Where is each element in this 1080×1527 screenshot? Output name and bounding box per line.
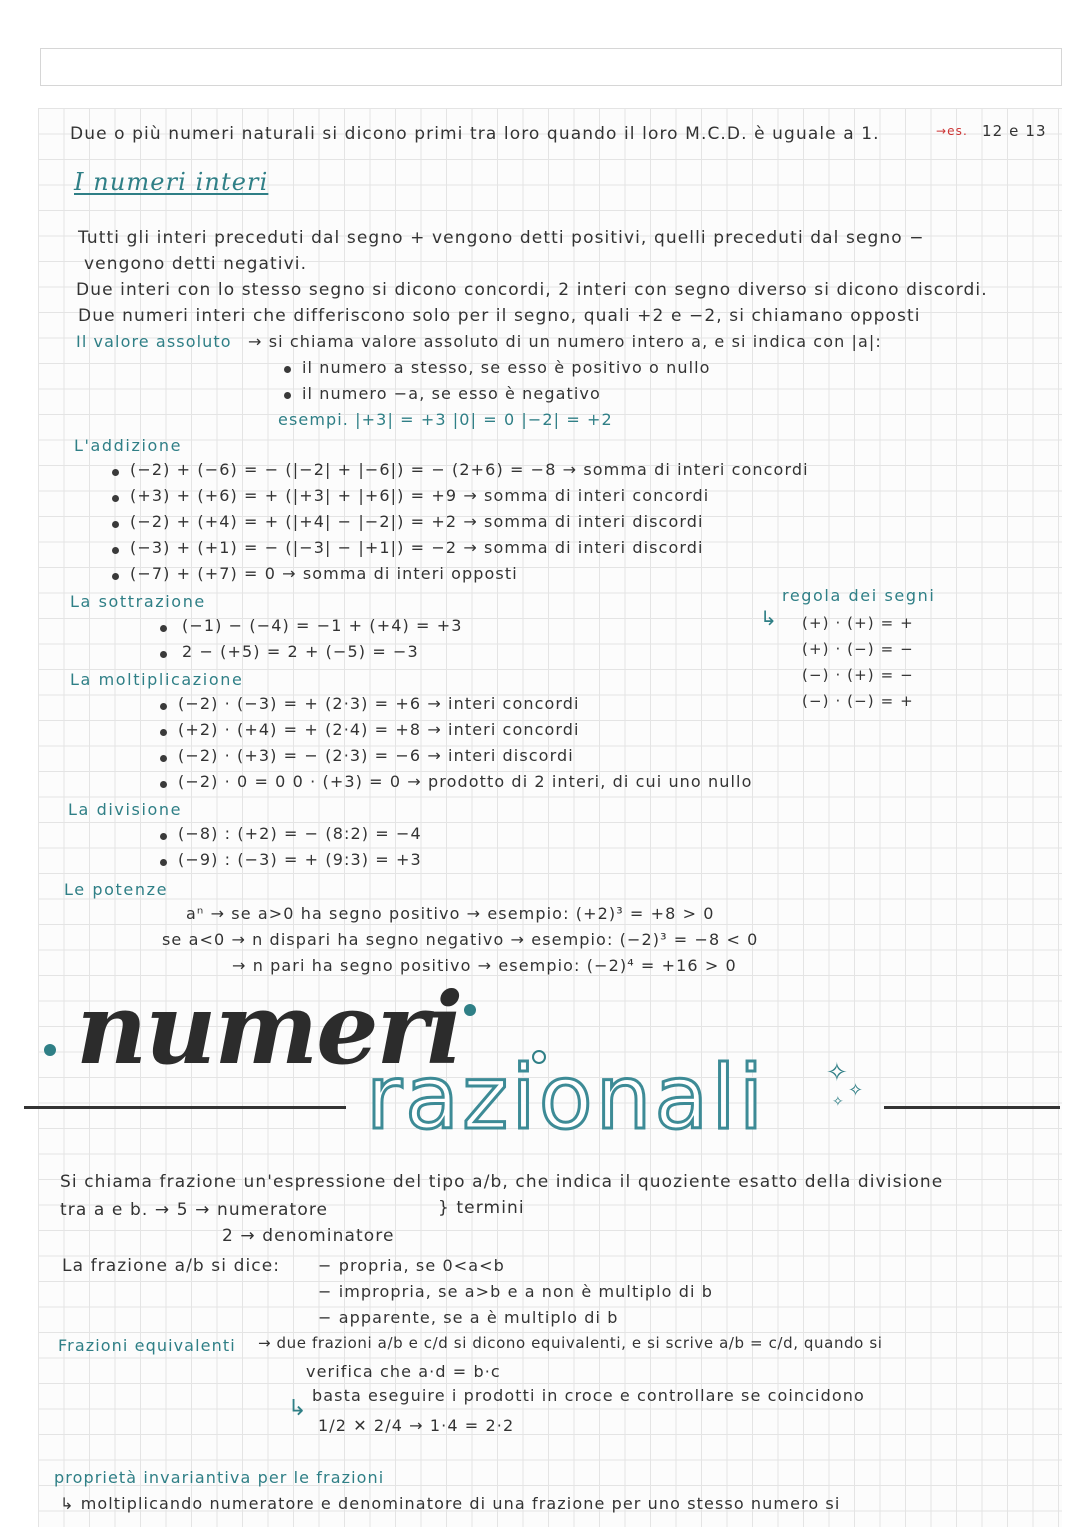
sparkle-icon: ✧ (826, 1058, 849, 1088)
banner-line-right (884, 1106, 1060, 1109)
va-bullet-2: il numero −a, se esso è negativo (302, 384, 601, 403)
sottrazione-title: La sottrazione (70, 592, 206, 611)
bullet (112, 495, 119, 502)
segni-item: (−) · (+) = − (802, 666, 914, 684)
potenze-line-1: aⁿ → se a>0 ha segno positivo → esempio: (+2)³ = +8 > 0 (186, 904, 715, 923)
potenze-line-3: → n pari ha segno positivo → esempio: (−2)⁴ = +16 > 0 (232, 956, 737, 975)
bullet (160, 651, 167, 658)
decor-dot (464, 1004, 476, 1016)
sottrazione-item: (−1) − (−4) = −1 + (+4) = +3 (182, 616, 463, 635)
es-value: 12 e 13 (982, 122, 1047, 140)
banner-line-left (24, 1106, 346, 1109)
addizione-title: L'addizione (74, 436, 183, 455)
bullet (160, 729, 167, 736)
equivalenti-text: → due frazioni a/b e c/d si dicono equivalenti, e si scrive a/b = c/d, quando si (258, 1334, 883, 1352)
moltiplicazione-item: (−2) · 0 = 0 0 · (+3) = 0 → prodotto di 2 interi, di cui uno nullo (178, 772, 753, 791)
bullet (112, 547, 119, 554)
bullet (112, 573, 119, 580)
equivalenti-text-2: verifica che a·d = b·c (306, 1362, 501, 1381)
razionali-def-1: Si chiama frazione un'espressione del tipo a/b, che indica il quoziente esatto della divisione (60, 1172, 944, 1192)
decor-dot (44, 1044, 56, 1056)
segni-title: regola dei segni (782, 586, 936, 605)
equivalenti-example: 1/2 ✕ 2/4 → 1·4 = 2·2 (318, 1416, 515, 1435)
sparkle-icon: ✧ (832, 1094, 845, 1110)
addizione-item: (−2) + (−6) = − (|−2| + |−6|) = − (2+6) = −8 → somma di interi concordi (130, 460, 809, 479)
addizione-item: (−2) + (+4) = + (|+4| − |−2|) = +2 → somma di interi discordi (130, 512, 704, 531)
addizione-item: (+3) + (+6) = + (|+3| + |+6|) = +9 → somma di interi concordi (130, 486, 710, 505)
invariantiva-title: proprietà invariantiva per le frazioni (54, 1468, 385, 1487)
bullet (160, 755, 167, 762)
sottrazione-item: 2 − (+5) = 2 + (−5) = −3 (182, 642, 419, 661)
banner-razionali: razionali (366, 1046, 767, 1149)
segni-item: (−) · (−) = + (802, 692, 914, 710)
bullet (160, 703, 167, 710)
sparkle-icon: ✧ (848, 1080, 865, 1101)
razionali-def-2: tra a e b. → 5 → numeratore (60, 1200, 329, 1220)
frazione-label: La frazione a/b si dice: (62, 1256, 281, 1276)
interi-p1: Tutti gli interi preceduti dal segno + vengono detti positivi, quelli preceduti dal segno − (78, 228, 925, 248)
va-bullet-1: il numero a stesso, se esso è positivo o nullo (302, 358, 711, 377)
interi-p1b: vengono detti negativi. (84, 254, 308, 274)
frazione-item: − apparente, se a è multiplo di b (318, 1308, 619, 1327)
potenze-title: Le potenze (64, 880, 169, 899)
banner-numeri: numeri (76, 972, 462, 1087)
addizione-item: (−7) + (+7) = 0 → somma di interi opposti (130, 564, 518, 583)
bullet (284, 392, 291, 399)
curved-arrow-icon: ↳ (288, 1396, 308, 1421)
interi-p3: Due numeri interi che differiscono solo per il segno, quali +2 e −2, si chiamano opposti (78, 306, 921, 326)
segni-item: (+) · (+) = + (802, 614, 914, 632)
frazione-item: − impropria, se a>b e a non è multiplo di b (318, 1282, 713, 1301)
equivalenti-text-3: basta eseguire i prodotti in croce e controllare se coincidono (312, 1386, 865, 1405)
es-tag: →es. (936, 124, 968, 138)
interi-p2: Due interi con lo stesso segno si dicono concordi, 2 interi con segno diverso si dicono discordi. (76, 280, 988, 300)
divisione-title: La divisione (68, 800, 183, 819)
bullet (284, 366, 291, 373)
valore-assoluto-label: Il valore assoluto (76, 332, 232, 351)
addizione-item: (−3) + (+1) = − (|−3| − |+1|) = −2 → somma di interi discordi (130, 538, 704, 557)
termini-label: } termini (438, 1198, 525, 1218)
razionali-def-3: 2 → denominatore (222, 1226, 395, 1246)
interi-title: I numeri interi (74, 168, 269, 196)
valore-assoluto-text: → si chiama valore assoluto di un numero intero a, e si indica con |a|: (248, 332, 882, 351)
bullet (160, 859, 167, 866)
bullet (112, 469, 119, 476)
bullet (160, 625, 167, 632)
bullet (160, 833, 167, 840)
bullet (160, 781, 167, 788)
moltiplicazione-item: (−2) · (+3) = − (2·3) = −6 → interi discordi (178, 746, 574, 765)
segni-item: (+) · (−) = − (802, 640, 914, 658)
moltiplicazione-item: (+2) · (+4) = + (2·4) = +8 → interi concordi (178, 720, 580, 739)
frazione-item: − propria, se 0<a<b (318, 1256, 505, 1275)
moltiplicazione-item: (−2) · (−3) = + (2·3) = +6 → interi concordi (178, 694, 580, 713)
bullet (112, 521, 119, 528)
invariantiva-text: ↳ moltiplicando numeratore e denominatore di una frazione per uno stesso numero si (60, 1494, 841, 1513)
va-examples: esempi. |+3| = +3 |0| = 0 |−2| = +2 (278, 410, 613, 429)
potenze-line-2: se a<0 → n dispari ha segno negativo → esempio: (−2)³ = −8 < 0 (162, 930, 759, 949)
equivalenti-label: Frazioni equivalenti (58, 1336, 236, 1355)
moltiplicazione-title: La moltiplicazione (70, 670, 244, 689)
intro-line: Due o più numeri naturali si dicono primi tra loro quando il loro M.C.D. è uguale a 1. (70, 124, 880, 144)
header-box (40, 48, 1062, 86)
divisione-item: (−8) : (+2) = − (8:2) = −4 (178, 824, 422, 843)
curved-arrow-icon: ↳ (760, 606, 778, 630)
divisione-item: (−9) : (−3) = + (9:3) = +3 (178, 850, 422, 869)
